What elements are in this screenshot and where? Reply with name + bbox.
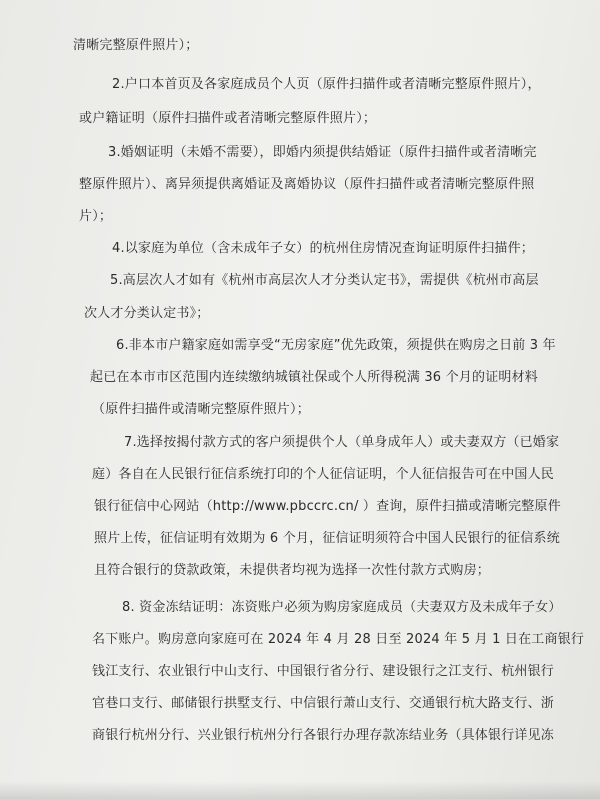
text-line: 2.户口本首页及各家庭成员个人页（原件扫描件或者清晰完整原件照片）， bbox=[112, 77, 541, 92]
text-line: 次人才分类认定书》； bbox=[84, 306, 210, 321]
text-line: 4.以家庭为单位（含未成年子女）的杭州住房情况查询证明原件扫描件； bbox=[112, 241, 535, 256]
text-line: 7.选择按揭付款方式的客户须提供个人（单身成年人）或夫妻双方（已婚家 bbox=[124, 435, 560, 450]
text-line: 5.高层次人才如有《杭州市高层次人才分类认定书》，需提供《杭州市高层 bbox=[110, 273, 539, 288]
text-line: 整原件照片）、离异须提供离婚证及离婚协议（原件扫描件或者清晰完整原件照 bbox=[79, 177, 535, 192]
text-line: 或户籍证明（原件扫描件或者清晰完整原件照片）； bbox=[79, 111, 377, 126]
text-line: 银行征信中心网站（http://www.pbccrc.cn/ ）查询，原件扫描或清晰完整原件 bbox=[94, 499, 561, 514]
text-line: 起已在本市市区范围内连续缴纳城镇社保或个人所得税满 36 个月的证明材料 bbox=[90, 370, 539, 385]
text-line: 名下账户。购房意向家庭可在 2024 年 4 月 28 日至 2024 年 5 月 1 日在工商银行 bbox=[92, 632, 585, 647]
text-line: 6.非本市户籍家庭如需享受“无房家庭”优先政策，须提供在购房之日前 3 年 bbox=[116, 338, 556, 353]
text-line: 清晰完整原件照片）； bbox=[73, 38, 199, 53]
text-line: 8. 资金冻结证明：冻资账户必须为购房家庭成员（夫妻双方及未成年子女） bbox=[122, 600, 562, 615]
text-line: 3.婚姻证明（未婚不需要），即婚内须提供结婚证（原件扫描件或者清晰完 bbox=[108, 145, 537, 160]
text-line: 商银行杭州分行、兴业银行杭州分行各银行办理存款冻结业务（具体银行详见冻 bbox=[92, 728, 555, 743]
text-line: 钱江支行、农业银行中山支行、中国银行省分行、建设银行之江支行、杭州银行 bbox=[92, 664, 555, 679]
text-line: 且符合银行的贷款政策，未提供者均视为选择一次性付款方式购房； bbox=[94, 563, 491, 578]
text-line: 庭）各自在人民银行征信系统打印的个人征信证明，个人征信报告可在中国人民 bbox=[92, 467, 555, 482]
text-line: （原件扫描件或清晰完整原件照片）； bbox=[92, 402, 310, 417]
text-line: 片）； bbox=[79, 209, 113, 224]
text-line: 照片上传，征信证明有效期为 6 个月，征信证明须符合中国人民银行的征信系统 bbox=[94, 531, 560, 546]
text-line: 官巷口支行、邮储银行拱墅支行、中信银行萧山支行、交通银行杭大路支行、浙 bbox=[92, 696, 555, 711]
page-shadow bbox=[0, 781, 600, 799]
